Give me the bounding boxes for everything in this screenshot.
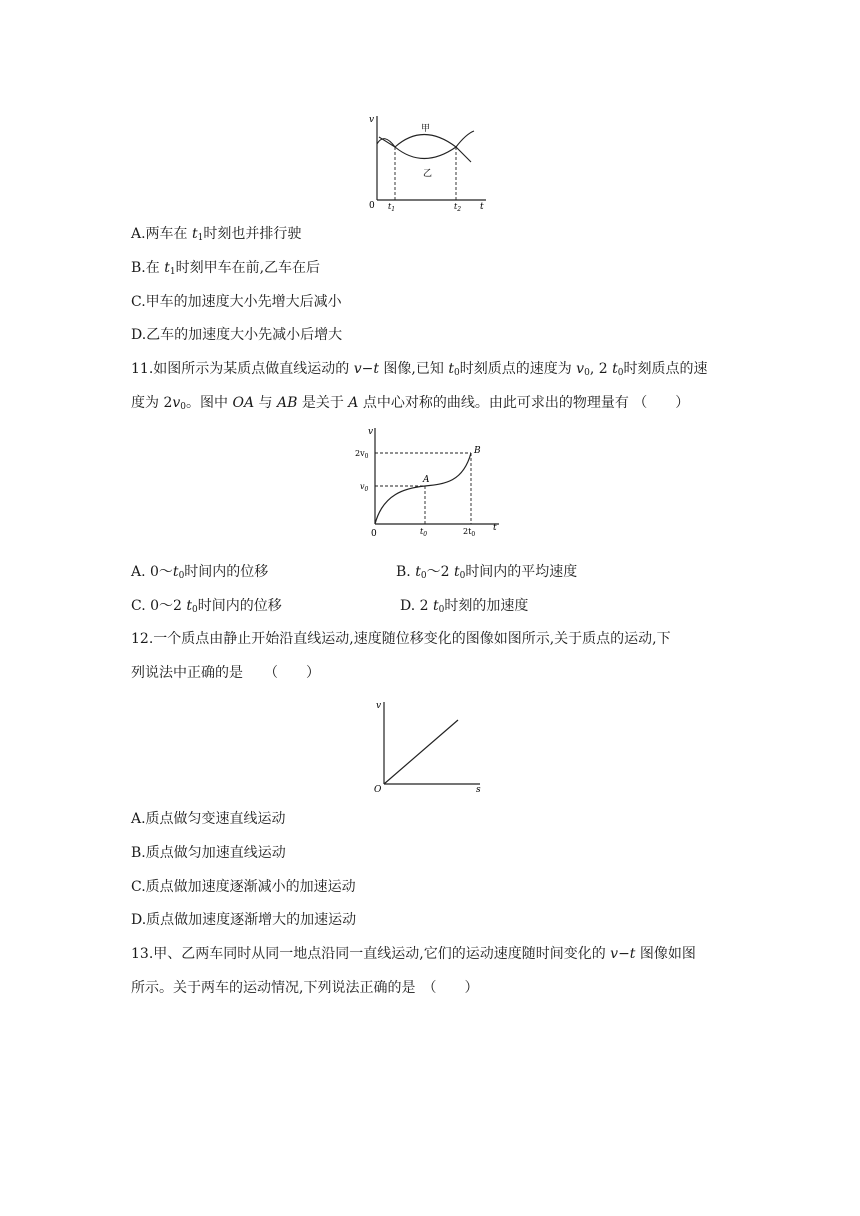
q12-option-d: D.质点做加速度逐渐增大的加速运动: [131, 912, 357, 928]
curve-ab: [425, 453, 471, 486]
point-a-label: A: [423, 475, 430, 485]
q11-stem-line2: 度为 $2v_0$。图中 OA 与 AB 是关于 A 点中心对称的曲线。由此可求出的物理量有 （ ）: [131, 395, 690, 412]
q10-option-a: A.两车在 $t_1$时刻也并排行驶: [131, 226, 302, 243]
q10-option-b: B.在 $t_1$时刻甲车在前,乙车在后: [131, 260, 321, 277]
v-axis-label: v: [376, 701, 382, 711]
v-axis-label: v: [368, 427, 374, 437]
vt-graph-jia-yi: [368, 112, 492, 212]
curve-oa: [375, 486, 425, 524]
t-axis-label: t: [493, 523, 497, 533]
vs-graph: [372, 696, 488, 798]
curve-jia-label: 甲: [421, 124, 431, 134]
2t0-label: $2t_0$: [463, 527, 476, 538]
v-s-line: [384, 720, 458, 784]
v-axis-label: v: [369, 115, 375, 125]
point-b-label: B: [474, 446, 481, 456]
t0-label: $t_0$: [420, 527, 428, 538]
curve-yi: [379, 137, 471, 162]
origin-label: O: [374, 785, 382, 795]
vt-graph-oab: [355, 424, 505, 542]
v0-label: $v_0$: [360, 482, 369, 493]
q12-stem-line1: 12.一个质点由静止开始沿直线运动,速度随位移变化的图像如图所示,关于质点的运动,下: [131, 631, 671, 647]
q11-option-b: B. $t_0\sim 2$ $t_0$时间内的平均速度: [396, 564, 578, 581]
curve-yi-label: 乙: [423, 169, 433, 179]
q10-option-c: C.甲车的加速度大小先增大后减小: [131, 294, 342, 310]
q12-option-c: C.质点做加速度逐渐减小的加速运动: [131, 879, 356, 895]
q11-stem-line1: 11.如图所示为某质点做直线运动的 v−t 图像,已知 $t_0$时刻质点的速度为 $v_0$, 2 $t_0$时刻质点的速: [131, 361, 708, 378]
origin-label: 0: [369, 201, 375, 211]
q13-stem-line2: 所示。关于两车的运动情况,下列说法正确的是 （ ）: [131, 980, 479, 996]
t-axis-label: t: [480, 202, 484, 212]
2v0-label: $2v_0$: [355, 449, 369, 460]
q11-option-a: A. $0\sim t_0$时间内的位移: [131, 564, 269, 581]
t1-label: $t_1$: [388, 202, 396, 212]
q12-option-a: A.质点做匀变速直线运动: [131, 811, 286, 827]
q12-stem-line2: 列说法中正确的是 （ ）: [131, 665, 320, 681]
t2-label: $t_2$: [454, 202, 462, 212]
s-axis-label: s: [476, 785, 481, 795]
q10-option-d: D.乙车的加速度大小先减小后增大: [131, 327, 343, 343]
q13-stem-line1: 13.甲、乙两车同时从同一地点沿同一直线运动,它们的运动速度随时间变化的 v−t 图像如图: [131, 946, 696, 962]
q11-option-c: C. 0～2 $t_0$时间内的位移: [131, 598, 282, 615]
q12-option-b: B.质点做匀加速直线运动: [131, 845, 286, 861]
q11-option-d: D. 2 $t_0$时刻的加速度: [400, 598, 529, 615]
origin-label: 0: [371, 529, 377, 539]
